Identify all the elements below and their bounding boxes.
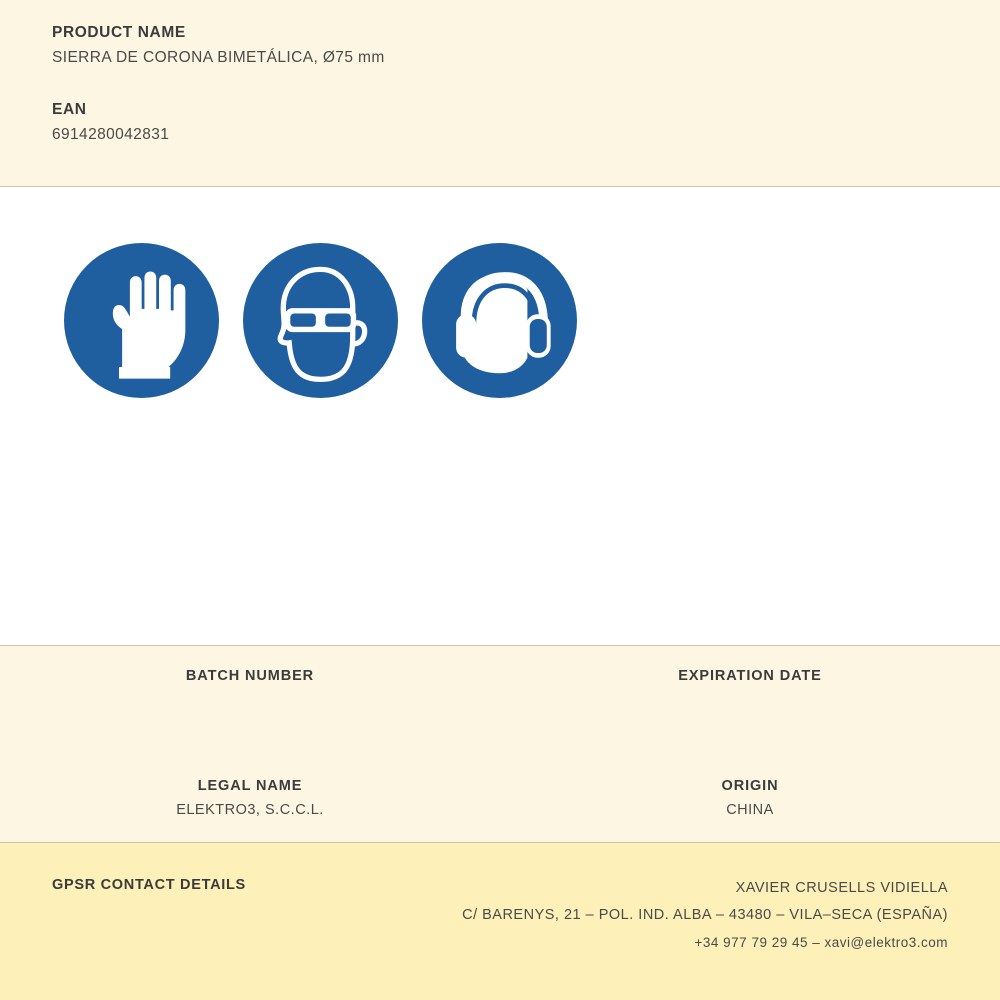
gpsr-contact-details — [462, 875, 948, 956]
legal-name-value: ELEKTRO3, S.C.C.L. — [176, 802, 324, 818]
origin-field — [500, 778, 1000, 820]
product-name-field — [52, 24, 948, 67]
batch-number-value — [10, 692, 490, 710]
origin-label: ORIGIN — [721, 778, 779, 794]
safety-pictogram-band — [0, 187, 1000, 645]
gpsr-footer — [0, 843, 1000, 1000]
gpsr-contact-label: GPSR CONTACT DETAILS — [52, 877, 246, 893]
product-name-label: PRODUCT NAME — [52, 24, 186, 41]
ean-value: 6914280042831 — [52, 126, 170, 143]
batch-number-label: BATCH NUMBER — [185, 668, 315, 684]
info-row-batch-expiration — [0, 668, 1000, 710]
eye-protection-icon — [243, 243, 398, 398]
batch-number-field — [0, 668, 500, 710]
origin-value: CHINA — [726, 802, 774, 818]
expiration-date-value — [510, 692, 990, 710]
expiration-date-field — [500, 668, 1000, 710]
gpsr-contact-phone-email: +34 977 79 29 45 – xavi@elektro3.com — [694, 935, 948, 950]
protective-gloves-icon — [64, 243, 219, 398]
product-name-value: SIERRA DE CORONA BIMETÁLICA, Ø75 mm — [52, 49, 385, 66]
legal-name-label: LEGAL NAME — [197, 778, 303, 794]
safety-pictogram-row — [64, 243, 1000, 398]
gpsr-contact-address: C/ BARENYS, 21 – POL. IND. ALBA – 43480 – VILA–SECA (ESPAÑA) — [462, 907, 948, 923]
expiration-date-label: EXPIRATION DATE — [678, 668, 822, 684]
info-row-legal-origin — [0, 778, 1000, 820]
ean-field — [52, 101, 948, 144]
product-header — [0, 0, 1000, 187]
gpsr-contact-name: XAVIER CRUSELLS VIDIELLA — [735, 880, 948, 896]
legal-name-field — [0, 778, 500, 820]
ean-label: EAN — [52, 101, 87, 118]
ear-protection-icon — [422, 243, 577, 398]
batch-legal-info-band — [0, 645, 1000, 843]
